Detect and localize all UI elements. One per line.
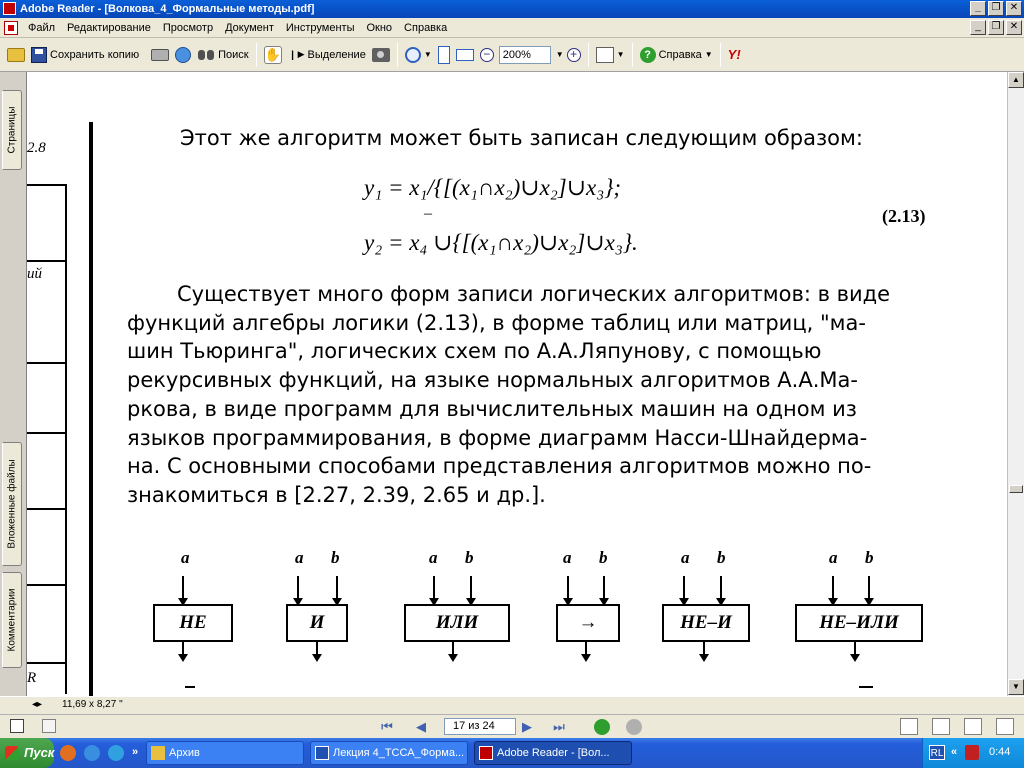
help-icon: ? [640, 47, 656, 63]
tab-pages[interactable] [2, 90, 22, 170]
navigation-panel [0, 72, 27, 696]
tray-expand-icon[interactable]: « [951, 746, 958, 758]
kaspersky-icon[interactable] [965, 745, 979, 760]
continuous-facing-view-button[interactable] [996, 718, 1014, 735]
chevron-down-icon: ▼ [704, 50, 713, 59]
table-line [27, 184, 67, 186]
menu-bar [0, 18, 1024, 38]
start-label: Пуск [24, 745, 55, 760]
formula-overline: – [424, 205, 432, 222]
prev-page-text: ий [27, 266, 42, 282]
skype-icon[interactable] [108, 745, 124, 761]
output-arrow [452, 642, 454, 656]
table-line [27, 260, 67, 262]
menu-window[interactable]: Окно [366, 21, 393, 34]
input-arrow [433, 576, 435, 600]
word-icon [315, 746, 329, 760]
camera-icon [372, 48, 390, 62]
select-arrow-icon: ▶ [297, 49, 305, 59]
toolbar-separator [256, 43, 257, 67]
paragraph [127, 280, 955, 510]
save-copy-button[interactable] [28, 42, 142, 68]
formula-y1: y₁ = x₁/{[(x₁∩x₂)∪x₂]∪x₃}; [364, 175, 622, 200]
fit-width-icon [456, 49, 474, 61]
gate-label: НЕ–И [662, 604, 750, 642]
input-label-b: b [717, 548, 726, 567]
task-adobe-reader[interactable] [474, 741, 632, 765]
input-label-a: a [181, 548, 190, 567]
input-arrow [683, 576, 685, 600]
taskbar [0, 738, 1024, 768]
folder-icon [151, 746, 165, 760]
vertical-scrollbar[interactable] [1007, 72, 1024, 696]
toolbar-separator [397, 43, 398, 67]
paragraph-line [127, 366, 955, 395]
minus-icon: − [480, 48, 494, 62]
menu-view[interactable]: Просмотр [162, 21, 214, 34]
input-arrow [603, 576, 605, 600]
paragraph-line-text: функций алгебры логики (2.13), в форме таблиц или матриц, "ма- [127, 310, 866, 335]
input-arrow [470, 576, 472, 600]
task-word-document[interactable] [310, 741, 468, 765]
internet-explorer-icon[interactable] [84, 745, 100, 761]
zoom-in-button[interactable] [564, 42, 584, 68]
language-indicator[interactable]: RL [929, 745, 945, 760]
help-label: Справка [658, 48, 702, 61]
minimize-button[interactable]: _ [970, 1, 986, 16]
text-cursor-icon: I [290, 46, 295, 63]
tab-attachments-label: Вложенные файлы [6, 459, 18, 549]
fit-page-icon [438, 46, 450, 64]
zoom-dropdown-icon[interactable]: ▼ [555, 50, 564, 59]
menu-file[interactable]: Файл [28, 21, 56, 34]
plus-icon: + [567, 48, 581, 62]
table-line [27, 508, 67, 510]
open-button[interactable] [4, 42, 28, 68]
gate-label: НЕ [153, 604, 233, 642]
doc-close-button[interactable]: ✕ [1006, 20, 1022, 35]
paragraph-line [127, 481, 955, 510]
magnifier-icon [405, 47, 421, 63]
email-icon [175, 47, 191, 63]
task-label: Adobe Reader - [Вол... [497, 747, 610, 759]
last-page-button[interactable]: ⏭ [553, 719, 565, 734]
paragraph-line [127, 395, 955, 424]
previous-page-fragment [27, 132, 67, 696]
table-line [27, 362, 67, 364]
tab-attachments[interactable] [2, 442, 22, 566]
page-icon[interactable] [42, 719, 56, 733]
chevron-down-icon: ▼ [616, 50, 625, 59]
task-label: Лекция 4_ТССА_Форма... [333, 747, 465, 759]
help-button[interactable] [637, 42, 716, 68]
input-label-b: b [331, 548, 340, 567]
table-line [27, 432, 67, 434]
document-view[interactable] [27, 72, 1007, 696]
quick-launch-more-icon[interactable]: » [132, 746, 139, 758]
output-arrow [854, 642, 856, 656]
tab-pages-label: Страницы [6, 106, 18, 154]
page-layout-button[interactable] [593, 42, 628, 68]
page-size: 11,69 x 8,27 " [62, 699, 123, 710]
folder-icon [7, 48, 25, 62]
next-line-fragment [859, 686, 873, 688]
document-icon[interactable] [4, 21, 18, 35]
yahoo-icon: Y! [727, 47, 741, 62]
paragraph-line-text: языков программирования, в форме диаграмм Насси-Шнайдерма- [127, 425, 868, 450]
paragraph-line-text: шин Тьюринга", логических схем по А.А.Ляпунову, с помощью [127, 339, 822, 364]
scroll-thumb[interactable] [1009, 485, 1023, 493]
input-arrow [832, 576, 834, 600]
paragraph-line-text: знакомиться в [2.27, 2.39, 2.65 и др.]. [127, 482, 546, 507]
input-label-a: a [829, 548, 838, 567]
input-arrow [336, 576, 338, 600]
paragraph-line [127, 309, 955, 338]
zoom-input[interactable]: 200% [499, 46, 551, 64]
continuous-view-button[interactable] [932, 718, 950, 735]
start-button[interactable] [0, 738, 54, 768]
printer-icon [151, 49, 169, 61]
zoom-out-button[interactable] [477, 42, 497, 68]
status-bar [0, 696, 1024, 714]
chevron-down-icon: ▼ [423, 50, 432, 59]
zoom-tool-button[interactable] [402, 42, 435, 68]
save-copy-label: Сохранить копию [50, 48, 140, 61]
paragraph-line [127, 337, 955, 366]
window-title: Adobe Reader - [Волкова_4_Формальные методы.pdf] [20, 3, 315, 15]
paragraph-line-text: ркова, в виде программ для вычислительных машин на одном из [127, 396, 857, 421]
input-label-a: a [681, 548, 690, 567]
panel-toggle-icon[interactable] [10, 719, 24, 733]
gate-label: И [286, 604, 348, 642]
input-arrow [868, 576, 870, 600]
gate-label: ИЛИ [404, 604, 510, 642]
menu-help[interactable]: Справка [404, 21, 448, 34]
doc-restore-button[interactable]: ❐ [988, 20, 1004, 35]
yahoo-button[interactable] [725, 42, 744, 68]
tab-comments[interactable] [2, 572, 22, 668]
page-number-input[interactable]: 17 из 24 [444, 718, 516, 735]
toolbar-separator [588, 43, 589, 67]
prev-page-button[interactable]: ◀ [416, 719, 426, 734]
search-label: Поиск [218, 48, 249, 61]
go-back-icon[interactable] [594, 719, 610, 735]
print-button[interactable] [148, 42, 172, 68]
fit-page-button[interactable] [435, 42, 453, 68]
paragraph-line [127, 424, 955, 453]
input-label-a: a [563, 548, 572, 567]
gate-label: НЕ–ИЛИ [795, 604, 923, 642]
task-label: Архив [169, 747, 200, 759]
intro-text: Этот же алгоритм может быть записан следующим образом: [180, 126, 863, 150]
paragraph-line-text: рекурсивных функций, на языке нормальных алгоритмов А.А.Ма- [127, 368, 858, 393]
menu-tools[interactable]: Инструменты [285, 21, 355, 34]
adobe-reader-icon [3, 2, 16, 15]
hand-icon: ✋ [264, 46, 281, 62]
input-label-b: b [465, 548, 474, 567]
hand-tool-button[interactable] [261, 42, 285, 68]
formula-y2: y₂ = x₄ ∪{[(x₁∩x₂)∪x₂]∪x₃}. [364, 230, 638, 255]
gate-label: → [556, 604, 620, 642]
tab-comments-label: Комментарии [6, 588, 18, 652]
fit-width-button[interactable] [453, 42, 477, 68]
paragraph-line-text: Существует много форм записи логических алгоритмов: в виде [177, 282, 891, 306]
go-forward-icon[interactable] [626, 719, 642, 735]
equation-number: (2.13) [882, 206, 926, 226]
toolbar-separator [720, 43, 721, 67]
snapshot-button[interactable] [369, 42, 393, 68]
email-button[interactable] [172, 42, 194, 68]
first-page-button[interactable]: ⏮ [381, 719, 393, 734]
task-archive[interactable] [146, 741, 304, 765]
toolbar-separator [632, 43, 633, 67]
navigation-bar [0, 714, 1024, 738]
doc-minimize-button[interactable]: _ [970, 20, 986, 35]
page-margin-line [89, 122, 93, 696]
table-line [27, 584, 67, 586]
output-arrow [585, 642, 587, 656]
pages-icon [596, 47, 614, 63]
input-label-b: b [865, 548, 874, 567]
input-arrow [182, 576, 184, 600]
select-label: Выделение [307, 48, 366, 61]
search-button[interactable] [194, 42, 251, 68]
input-label-b: b [599, 548, 608, 567]
system-tray [922, 738, 1024, 768]
table-line [27, 662, 67, 664]
single-page-view-button[interactable] [900, 718, 918, 735]
scroll-up-button[interactable]: ▲ [1008, 72, 1024, 88]
paragraph-line [127, 452, 955, 481]
prev-page-text: 2.8 [27, 140, 46, 156]
next-page-button[interactable]: ▶ [522, 719, 532, 734]
menu-document[interactable]: Документ [225, 21, 274, 34]
prev-page-text: R [27, 670, 37, 686]
next-line-fragment [185, 686, 195, 688]
select-tool-button[interactable] [285, 42, 369, 68]
output-arrow [703, 642, 705, 656]
clock: 0:44 [989, 746, 1011, 758]
input-arrow [297, 576, 299, 600]
firefox-icon[interactable] [60, 745, 76, 761]
scroll-left-icon[interactable]: ◂▸ [32, 699, 43, 710]
output-arrow [182, 642, 184, 656]
output-arrow [316, 642, 318, 656]
save-icon [31, 47, 47, 63]
input-label-a: a [295, 548, 304, 567]
restore-button[interactable]: ❐ [988, 1, 1004, 16]
scroll-down-button[interactable]: ▼ [1008, 679, 1024, 695]
paragraph-line-text: на. С основными способами представления алгоритмов можно по- [127, 454, 872, 479]
input-label-a: a [429, 548, 438, 567]
facing-view-button[interactable] [964, 718, 982, 735]
paragraph-line [127, 280, 955, 309]
input-arrow [720, 576, 722, 600]
adobe-reader-icon [479, 746, 493, 760]
binoculars-icon [197, 48, 215, 62]
menu-edit[interactable]: Редактирование [67, 21, 151, 34]
input-arrow [567, 576, 569, 600]
windows-flag-icon [5, 746, 19, 760]
toolbar [0, 38, 1024, 72]
title-bar [0, 0, 1024, 18]
close-button[interactable]: ✕ [1006, 1, 1022, 16]
